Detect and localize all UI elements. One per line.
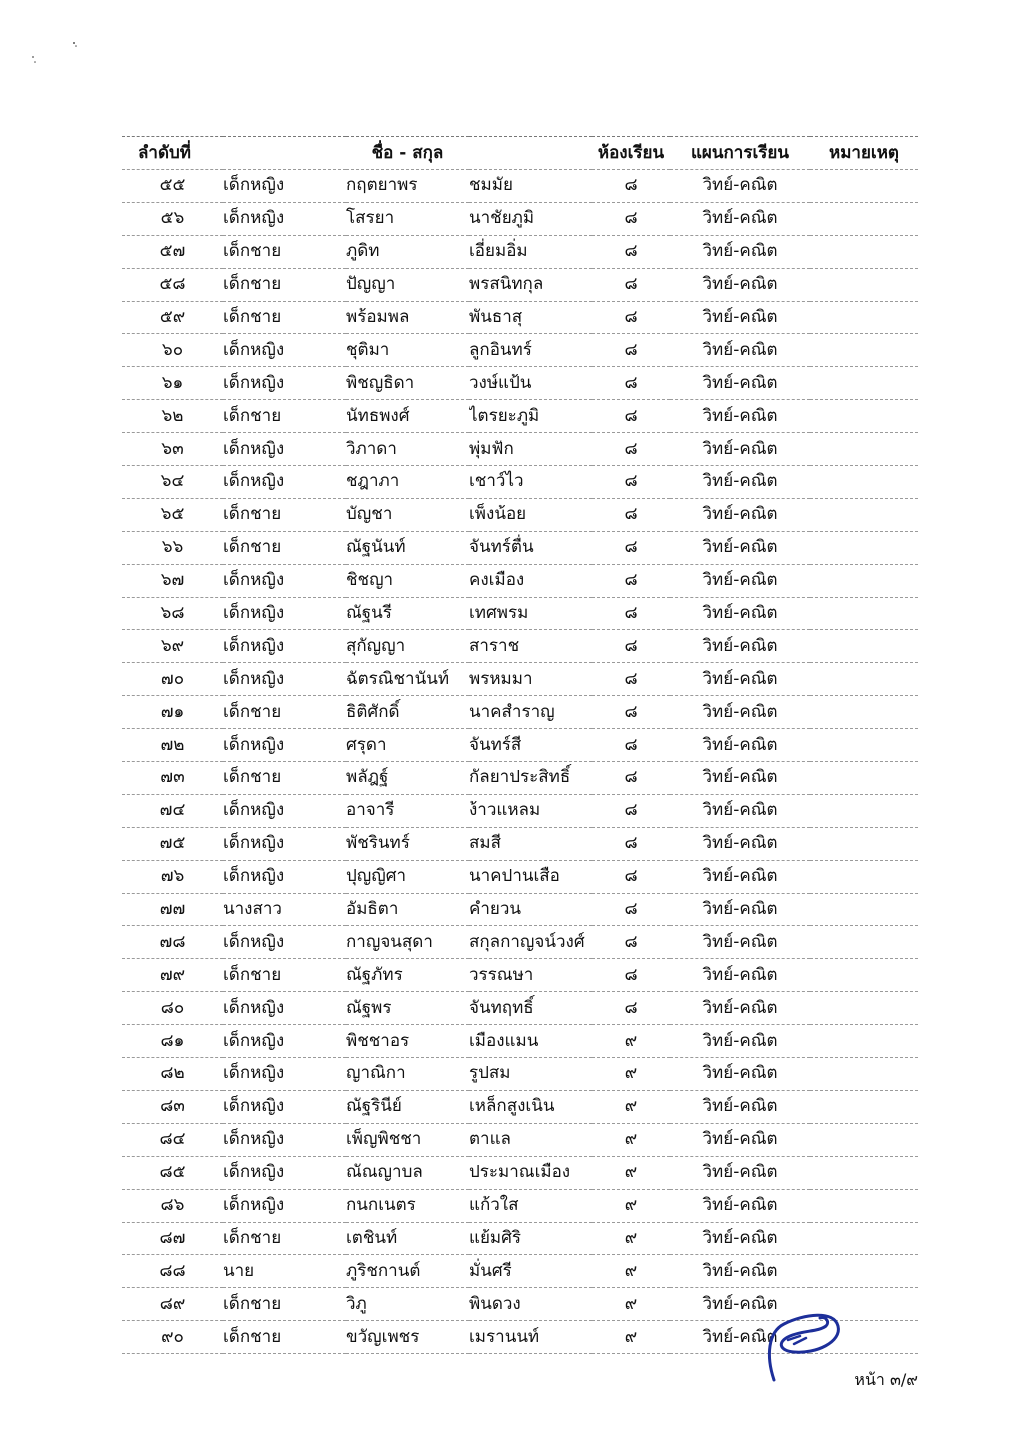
- row-last-name: คงเมือง: [469, 564, 592, 597]
- row-classroom: ๙: [592, 1222, 670, 1255]
- row-number: ๖๓: [122, 433, 223, 466]
- row-first-name: สุกัญญา: [346, 630, 469, 663]
- row-prefix: เด็กหญิง: [223, 926, 346, 959]
- row-last-name: เมรานนท์: [469, 1321, 592, 1354]
- row-study-plan: วิทย์-คณิต: [670, 498, 810, 531]
- row-remarks: [810, 1222, 918, 1255]
- row-number: ๗๑: [122, 696, 223, 729]
- row-number: ๘๔: [122, 1123, 223, 1156]
- row-first-name: ศรุดา: [346, 729, 469, 762]
- row-last-name: ไตรยะภูมิ: [469, 400, 592, 433]
- row-number: ๗๐: [122, 663, 223, 696]
- row-study-plan: วิทย์-คณิต: [670, 992, 810, 1025]
- row-prefix: เด็กหญิง: [223, 794, 346, 827]
- row-number: ๘๓: [122, 1090, 223, 1123]
- table-row: [122, 729, 918, 762]
- row-number: ๘๘: [122, 1255, 223, 1288]
- row-classroom: ๘: [592, 531, 670, 564]
- row-prefix: เด็กหญิง: [223, 827, 346, 860]
- row-study-plan: วิทย์-คณิต: [670, 531, 810, 564]
- row-last-name: จันทร์ตื่น: [469, 531, 592, 564]
- row-prefix: เด็กหญิง: [223, 466, 346, 499]
- row-last-name: ตาแล: [469, 1123, 592, 1156]
- row-classroom: ๘: [592, 498, 670, 531]
- row-prefix: เด็กชาย: [223, 235, 346, 268]
- row-study-plan: วิทย์-คณิต: [670, 1189, 810, 1222]
- row-last-name: สมสี: [469, 827, 592, 860]
- row-first-name: ภูริชกานต์: [346, 1255, 469, 1288]
- table-row: [122, 433, 918, 466]
- row-study-plan: วิทย์-คณิต: [670, 202, 810, 235]
- row-study-plan: วิทย์-คณิต: [670, 630, 810, 663]
- row-study-plan: วิทย์-คณิต: [670, 762, 810, 795]
- row-last-name: เพ็งน้อย: [469, 498, 592, 531]
- row-classroom: ๘: [592, 301, 670, 334]
- row-remarks: [810, 827, 918, 860]
- row-first-name: ณัฐพร: [346, 992, 469, 1025]
- row-number: ๕๙: [122, 301, 223, 334]
- row-number: ๕๖: [122, 202, 223, 235]
- row-first-name: ปุญญิศา: [346, 860, 469, 893]
- row-remarks: [810, 1090, 918, 1123]
- row-first-name: ณัฐภัทร: [346, 959, 469, 992]
- row-prefix: เด็กชาย: [223, 1288, 346, 1321]
- row-study-plan: วิทย์-คณิต: [670, 1255, 810, 1288]
- table-row: [122, 1189, 918, 1222]
- table-row: [122, 696, 918, 729]
- row-last-name: นาคปานเสือ: [469, 860, 592, 893]
- row-first-name: ชุติมา: [346, 334, 469, 367]
- row-remarks: [810, 663, 918, 696]
- row-study-plan: วิทย์-คณิต: [670, 893, 810, 926]
- row-classroom: ๙: [592, 1321, 670, 1354]
- row-remarks: [810, 893, 918, 926]
- row-first-name: พิชญธิดา: [346, 367, 469, 400]
- table-row: [122, 400, 918, 433]
- row-remarks: [810, 466, 918, 499]
- row-last-name: แก้วใส: [469, 1189, 592, 1222]
- row-study-plan: วิทย์-คณิต: [670, 466, 810, 499]
- row-last-name: พุ่มฟัก: [469, 433, 592, 466]
- row-first-name: ชิชญา: [346, 564, 469, 597]
- row-number: ๕๕: [122, 170, 223, 203]
- row-study-plan: วิทย์-คณิต: [670, 564, 810, 597]
- header-remarks: หมายเหตุ: [810, 137, 918, 170]
- row-first-name: วิภาดา: [346, 433, 469, 466]
- row-first-name: บัญชา: [346, 498, 469, 531]
- row-study-plan: วิทย์-คณิต: [670, 1090, 810, 1123]
- row-last-name: มั่นศรี: [469, 1255, 592, 1288]
- row-last-name: เอี่ยมอิ่ม: [469, 235, 592, 268]
- row-last-name: เชาว์ไว: [469, 466, 592, 499]
- row-study-plan: วิทย์-คณิต: [670, 597, 810, 630]
- row-first-name: พลัฎฐ์: [346, 762, 469, 795]
- row-last-name: จันทร์สี: [469, 729, 592, 762]
- row-number: ๕๗: [122, 235, 223, 268]
- table-row: [122, 827, 918, 860]
- row-first-name: กาญจนสุดา: [346, 926, 469, 959]
- row-number: ๘๒: [122, 1058, 223, 1091]
- row-classroom: ๙: [592, 1255, 670, 1288]
- row-classroom: ๘: [592, 268, 670, 301]
- row-study-plan: วิทย์-คณิต: [670, 1156, 810, 1189]
- row-study-plan: วิทย์-คณิต: [670, 1288, 810, 1321]
- row-last-name: ลูกอินทร์: [469, 334, 592, 367]
- row-number: ๘๐: [122, 992, 223, 1025]
- row-first-name: พิชชาอร: [346, 1025, 469, 1058]
- row-number: ๖๘: [122, 597, 223, 630]
- row-remarks: [810, 1189, 918, 1222]
- row-first-name: เตชินท์: [346, 1222, 469, 1255]
- row-study-plan: วิทย์-คณิต: [670, 1058, 810, 1091]
- row-number: ๗๖: [122, 860, 223, 893]
- row-last-name: พินดวง: [469, 1288, 592, 1321]
- row-study-plan: วิทย์-คณิต: [670, 433, 810, 466]
- row-number: ๗๗: [122, 893, 223, 926]
- row-number: ๖๔: [122, 466, 223, 499]
- row-remarks: [810, 794, 918, 827]
- row-classroom: ๙: [592, 1090, 670, 1123]
- row-first-name: ขวัญเพชร: [346, 1321, 469, 1354]
- row-prefix: เด็กหญิง: [223, 663, 346, 696]
- row-first-name: ณัฐรินีย์: [346, 1090, 469, 1123]
- row-remarks: [810, 597, 918, 630]
- row-study-plan: วิทย์-คณิต: [670, 663, 810, 696]
- row-first-name: พัชรินทร์: [346, 827, 469, 860]
- row-first-name: พร้อมพล: [346, 301, 469, 334]
- row-classroom: ๘: [592, 433, 670, 466]
- row-prefix: เด็กชาย: [223, 696, 346, 729]
- row-last-name: ชมมัย: [469, 170, 592, 203]
- row-last-name: รูปสม: [469, 1058, 592, 1091]
- row-last-name: ประมาณเมือง: [469, 1156, 592, 1189]
- row-first-name: ปัญญา: [346, 268, 469, 301]
- row-classroom: ๘: [592, 696, 670, 729]
- row-study-plan: วิทย์-คณิต: [670, 301, 810, 334]
- table-row: [122, 334, 918, 367]
- row-classroom: ๙: [592, 1123, 670, 1156]
- table-row: [122, 466, 918, 499]
- row-last-name: กัลยาประสิทธิ์: [469, 762, 592, 795]
- row-first-name: ญาณิกา: [346, 1058, 469, 1091]
- row-prefix: เด็กชาย: [223, 1222, 346, 1255]
- row-number: ๖๗: [122, 564, 223, 597]
- row-last-name: วรรณษา: [469, 959, 592, 992]
- row-study-plan: วิทย์-คณิต: [670, 268, 810, 301]
- row-number: ๖๙: [122, 630, 223, 663]
- row-last-name: พันธาสุ: [469, 301, 592, 334]
- row-remarks: [810, 235, 918, 268]
- table-row: [122, 1222, 918, 1255]
- row-classroom: ๘: [592, 466, 670, 499]
- row-first-name: ชฎาภา: [346, 466, 469, 499]
- table-row: [122, 597, 918, 630]
- table-row: [122, 992, 918, 1025]
- table-row: [122, 531, 918, 564]
- scan-specks: [30, 38, 90, 68]
- row-number: ๗๒: [122, 729, 223, 762]
- row-classroom: ๘: [592, 170, 670, 203]
- row-classroom: ๘: [592, 202, 670, 235]
- row-first-name: อัมธิตา: [346, 893, 469, 926]
- row-study-plan: วิทย์-คณิต: [670, 334, 810, 367]
- row-prefix: เด็กหญิง: [223, 860, 346, 893]
- row-number: ๕๘: [122, 268, 223, 301]
- row-study-plan: วิทย์-คณิต: [670, 959, 810, 992]
- row-remarks: [810, 301, 918, 334]
- row-number: ๖๕: [122, 498, 223, 531]
- table-row: [122, 794, 918, 827]
- row-classroom: ๘: [592, 762, 670, 795]
- row-classroom: ๙: [592, 1058, 670, 1091]
- row-prefix: เด็กหญิง: [223, 1025, 346, 1058]
- row-number: ๘๕: [122, 1156, 223, 1189]
- row-remarks: [810, 926, 918, 959]
- table-row: [122, 860, 918, 893]
- row-prefix: เด็กชาย: [223, 268, 346, 301]
- row-number: ๖๑: [122, 367, 223, 400]
- row-classroom: ๘: [592, 663, 670, 696]
- row-remarks: [810, 367, 918, 400]
- row-prefix: เด็กชาย: [223, 400, 346, 433]
- row-first-name: ณัฐนันท์: [346, 531, 469, 564]
- table-row: [122, 1255, 918, 1288]
- row-last-name: นาชัยภูมิ: [469, 202, 592, 235]
- row-number: ๖๒: [122, 400, 223, 433]
- row-last-name: เหล็กสูงเนิน: [469, 1090, 592, 1123]
- row-number: ๗๔: [122, 794, 223, 827]
- table-row: [122, 1090, 918, 1123]
- row-prefix: เด็กชาย: [223, 531, 346, 564]
- row-prefix: เด็กหญิง: [223, 1090, 346, 1123]
- row-classroom: ๘: [592, 992, 670, 1025]
- row-classroom: ๘: [592, 367, 670, 400]
- row-classroom: ๘: [592, 794, 670, 827]
- table-row: [122, 1156, 918, 1189]
- table-row: [122, 202, 918, 235]
- row-last-name: เมืองแมน: [469, 1025, 592, 1058]
- row-prefix: เด็กหญิง: [223, 334, 346, 367]
- row-last-name: จันทฤทธิ์: [469, 992, 592, 1025]
- row-first-name: นัทธพงศ์: [346, 400, 469, 433]
- table-row: [122, 1058, 918, 1091]
- row-first-name: ณัฐนรี: [346, 597, 469, 630]
- page-number: หน้า ๓/๙: [854, 1370, 918, 1389]
- row-prefix: เด็กหญิง: [223, 597, 346, 630]
- row-classroom: ๘: [592, 400, 670, 433]
- row-remarks: [810, 564, 918, 597]
- row-study-plan: วิทย์-คณิต: [670, 1025, 810, 1058]
- row-last-name: พรสนิทกุล: [469, 268, 592, 301]
- roster-body: [122, 170, 918, 1354]
- row-prefix: เด็กหญิง: [223, 367, 346, 400]
- row-classroom: ๘: [592, 235, 670, 268]
- row-first-name: ธิติศักดิ์: [346, 696, 469, 729]
- header-number: ลำดับที่: [122, 137, 223, 170]
- header-name: ชื่อ - สกุล: [223, 137, 592, 170]
- row-study-plan: วิทย์-คณิต: [670, 729, 810, 762]
- row-remarks: [810, 433, 918, 466]
- row-number: ๖๐: [122, 334, 223, 367]
- table-row: [122, 663, 918, 696]
- row-number: ๗๓: [122, 762, 223, 795]
- row-study-plan: วิทย์-คณิต: [670, 827, 810, 860]
- table-row: [122, 367, 918, 400]
- row-classroom: ๙: [592, 1025, 670, 1058]
- row-remarks: [810, 1156, 918, 1189]
- row-first-name: ฉัตรณิชานันท์: [346, 663, 469, 696]
- row-last-name: ง้าวแหลม: [469, 794, 592, 827]
- row-last-name: สกุลกาญจน์วงศ์: [469, 926, 592, 959]
- row-classroom: ๘: [592, 893, 670, 926]
- table-row: [122, 564, 918, 597]
- row-prefix: นาย: [223, 1255, 346, 1288]
- row-study-plan: วิทย์-คณิต: [670, 170, 810, 203]
- row-first-name: กนกเนตร: [346, 1189, 469, 1222]
- row-study-plan: วิทย์-คณิต: [670, 794, 810, 827]
- table-row: [122, 268, 918, 301]
- row-remarks: [810, 729, 918, 762]
- row-study-plan: วิทย์-คณิต: [670, 400, 810, 433]
- row-number: ๘๙: [122, 1288, 223, 1321]
- row-classroom: ๙: [592, 1156, 670, 1189]
- row-number: ๘๖: [122, 1189, 223, 1222]
- row-remarks: [810, 531, 918, 564]
- row-remarks: [810, 860, 918, 893]
- row-prefix: เด็กชาย: [223, 762, 346, 795]
- table-row: [122, 926, 918, 959]
- table-row: [122, 235, 918, 268]
- table-header-row: [122, 137, 918, 170]
- row-number: ๙๐: [122, 1321, 223, 1354]
- row-number: ๘๑: [122, 1025, 223, 1058]
- row-prefix: เด็กหญิง: [223, 202, 346, 235]
- row-remarks: [810, 268, 918, 301]
- row-last-name: เทศพรม: [469, 597, 592, 630]
- row-study-plan: วิทย์-คณิต: [670, 1321, 810, 1354]
- row-prefix: เด็กหญิง: [223, 1189, 346, 1222]
- row-number: ๘๗: [122, 1222, 223, 1255]
- row-first-name: กฤตยาพร: [346, 170, 469, 203]
- table-row: [122, 893, 918, 926]
- row-remarks: [810, 202, 918, 235]
- row-study-plan: วิทย์-คณิต: [670, 860, 810, 893]
- row-study-plan: วิทย์-คณิต: [670, 1123, 810, 1156]
- row-prefix: เด็กหญิง: [223, 992, 346, 1025]
- row-study-plan: วิทย์-คณิต: [670, 1222, 810, 1255]
- row-number: ๖๖: [122, 531, 223, 564]
- row-first-name: อาจารี: [346, 794, 469, 827]
- row-remarks: [810, 498, 918, 531]
- row-study-plan: วิทย์-คณิต: [670, 235, 810, 268]
- row-classroom: ๘: [592, 334, 670, 367]
- row-remarks: [810, 170, 918, 203]
- row-remarks: [810, 696, 918, 729]
- row-remarks: [810, 630, 918, 663]
- row-prefix: เด็กหญิง: [223, 630, 346, 663]
- row-remarks: [810, 1058, 918, 1091]
- row-remarks: [810, 400, 918, 433]
- row-prefix: เด็กหญิง: [223, 729, 346, 762]
- row-remarks: [810, 959, 918, 992]
- row-classroom: ๘: [592, 860, 670, 893]
- row-last-name: สาราช: [469, 630, 592, 663]
- row-classroom: ๘: [592, 827, 670, 860]
- row-first-name: เพ็ญพิชชา: [346, 1123, 469, 1156]
- row-study-plan: วิทย์-คณิต: [670, 696, 810, 729]
- row-number: ๗๘: [122, 926, 223, 959]
- row-last-name: คำยวน: [469, 893, 592, 926]
- row-prefix: นางสาว: [223, 893, 346, 926]
- row-last-name: แย้มศิริ: [469, 1222, 592, 1255]
- row-first-name: โสรยา: [346, 202, 469, 235]
- table-row: [122, 498, 918, 531]
- row-prefix: เด็กชาย: [223, 1321, 346, 1354]
- row-remarks: [810, 1123, 918, 1156]
- table-row: [122, 630, 918, 663]
- row-first-name: ณัณญาบล: [346, 1156, 469, 1189]
- row-remarks: [810, 1025, 918, 1058]
- header-study-plan: แผนการเรียน: [670, 137, 810, 170]
- row-prefix: เด็กหญิง: [223, 564, 346, 597]
- row-remarks: [810, 334, 918, 367]
- row-classroom: ๘: [592, 630, 670, 663]
- row-prefix: เด็กชาย: [223, 498, 346, 531]
- row-first-name: วิภู: [346, 1288, 469, 1321]
- row-remarks: [810, 1255, 918, 1288]
- table-row: [122, 959, 918, 992]
- row-study-plan: วิทย์-คณิต: [670, 926, 810, 959]
- row-study-plan: วิทย์-คณิต: [670, 367, 810, 400]
- row-last-name: วงษ์แป้น: [469, 367, 592, 400]
- row-prefix: เด็กชาย: [223, 959, 346, 992]
- row-prefix: เด็กหญิง: [223, 1156, 346, 1189]
- row-remarks: [810, 992, 918, 1025]
- row-classroom: ๘: [592, 926, 670, 959]
- row-prefix: เด็กหญิง: [223, 170, 346, 203]
- row-prefix: เด็กหญิง: [223, 1058, 346, 1091]
- table-row: [122, 1025, 918, 1058]
- row-prefix: เด็กหญิง: [223, 1123, 346, 1156]
- student-roster-table: [122, 136, 918, 1354]
- row-classroom: ๙: [592, 1288, 670, 1321]
- row-classroom: ๘: [592, 729, 670, 762]
- header-classroom: ห้องเรียน: [592, 137, 670, 170]
- table-row: [122, 762, 918, 795]
- row-classroom: ๙: [592, 1189, 670, 1222]
- table-row: [122, 1123, 918, 1156]
- row-last-name: นาคสำราญ: [469, 696, 592, 729]
- row-number: ๗๙: [122, 959, 223, 992]
- row-remarks: [810, 762, 918, 795]
- row-classroom: ๘: [592, 597, 670, 630]
- table-row: [122, 170, 918, 203]
- row-classroom: ๘: [592, 564, 670, 597]
- signature: [760, 1296, 850, 1386]
- table-row: [122, 301, 918, 334]
- row-classroom: ๘: [592, 959, 670, 992]
- row-prefix: เด็กหญิง: [223, 433, 346, 466]
- row-number: ๗๕: [122, 827, 223, 860]
- row-last-name: พรหมมา: [469, 663, 592, 696]
- row-first-name: ภูดิท: [346, 235, 469, 268]
- row-prefix: เด็กชาย: [223, 301, 346, 334]
